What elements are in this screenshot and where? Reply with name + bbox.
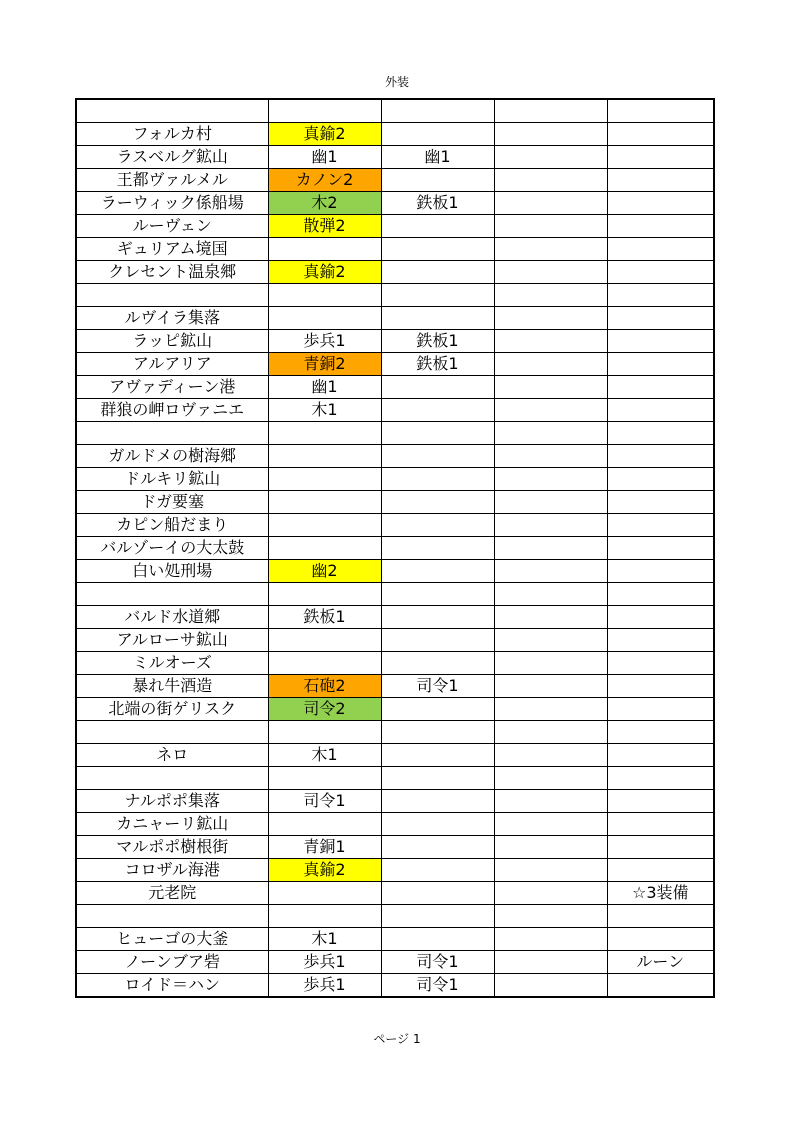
table-row (76, 146, 714, 169)
location-cell[interactable]: カニャーリ鉱山 (76, 813, 268, 836)
table-row (76, 652, 714, 675)
spreadsheet-body (76, 99, 714, 997)
equipment-cell[interactable] (381, 698, 494, 721)
location-cell[interactable] (76, 905, 268, 928)
equipment-cell[interactable] (607, 353, 714, 376)
equipment-cell[interactable] (381, 767, 494, 790)
equipment-cell[interactable] (494, 928, 607, 951)
equipment-cell[interactable] (381, 905, 494, 928)
equipment-cell[interactable] (381, 445, 494, 468)
equipment-cell[interactable] (607, 675, 714, 698)
equipment-cell[interactable]: 司令1 (268, 790, 381, 813)
equipment-cell[interactable] (607, 192, 714, 215)
equipment-cell[interactable] (607, 813, 714, 836)
equipment-cell[interactable] (607, 652, 714, 675)
location-cell[interactable]: ラーウィック係船場 (76, 192, 268, 215)
location-cell[interactable]: 群狼の岬ロヴァニエ (76, 399, 268, 422)
equipment-cell[interactable] (494, 491, 607, 514)
location-cell[interactable]: コロザル海港 (76, 859, 268, 882)
equipment-cell[interactable]: 石砲2 (268, 675, 381, 698)
equipment-cell[interactable] (381, 583, 494, 606)
equipment-cell[interactable] (607, 698, 714, 721)
equipment-cell[interactable] (607, 123, 714, 146)
equipment-cell[interactable] (494, 238, 607, 261)
equipment-cell[interactable] (607, 284, 714, 307)
location-cell[interactable]: 暴れ牛酒造 (76, 675, 268, 698)
equipment-cell[interactable] (607, 445, 714, 468)
equipment-cell[interactable]: 真鍮2 (268, 859, 381, 882)
equipment-cell[interactable] (494, 951, 607, 974)
equipment-cell[interactable] (268, 813, 381, 836)
table-row (76, 514, 714, 537)
equipment-cell[interactable] (607, 169, 714, 192)
equipment-cell[interactable] (268, 767, 381, 790)
location-cell[interactable]: ネロ (76, 744, 268, 767)
equipment-cell[interactable] (494, 606, 607, 629)
location-cell[interactable] (76, 284, 268, 307)
equipment-cell[interactable] (268, 99, 381, 123)
equipment-cell[interactable]: 木1 (268, 928, 381, 951)
table-row (76, 376, 714, 399)
table-row (76, 330, 714, 353)
equipment-cell[interactable]: 青銅1 (268, 836, 381, 859)
location-cell[interactable]: クレセント温泉郷 (76, 261, 268, 284)
equipment-cell[interactable] (494, 146, 607, 169)
equipment-cell[interactable] (607, 721, 714, 744)
location-cell[interactable]: ナルポポ集落 (76, 790, 268, 813)
equipment-cell[interactable] (607, 629, 714, 652)
equipment-cell[interactable] (494, 882, 607, 905)
table-row (76, 468, 714, 491)
equipment-cell[interactable] (381, 99, 494, 123)
location-cell[interactable] (76, 767, 268, 790)
equipment-cell[interactable] (607, 330, 714, 353)
equipment-cell[interactable] (607, 238, 714, 261)
equipment-cell[interactable] (607, 537, 714, 560)
equipment-cell[interactable]: 鉄板1 (381, 192, 494, 215)
equipment-cell[interactable] (268, 445, 381, 468)
table-row (76, 974, 714, 998)
equipment-cell[interactable] (494, 445, 607, 468)
equipment-cell[interactable] (494, 514, 607, 537)
location-cell[interactable]: ドガ要塞 (76, 491, 268, 514)
equipment-cell[interactable] (494, 905, 607, 928)
equipment-cell[interactable] (381, 721, 494, 744)
table-row (76, 790, 714, 813)
location-cell[interactable]: フォルカ村 (76, 123, 268, 146)
equipment-cell[interactable]: 司令2 (268, 698, 381, 721)
equipment-cell[interactable] (268, 629, 381, 652)
equipment-cell[interactable] (494, 652, 607, 675)
equipment-cell[interactable]: 司令1 (381, 974, 494, 998)
location-cell[interactable]: アルローサ鉱山 (76, 629, 268, 652)
table-row (76, 123, 714, 146)
equipment-cell[interactable] (381, 744, 494, 767)
table-row (76, 307, 714, 330)
equipment-cell[interactable] (607, 790, 714, 813)
equipment-cell[interactable] (607, 146, 714, 169)
table-row (76, 99, 714, 123)
location-cell[interactable]: ガルドメの樹海郷 (76, 445, 268, 468)
equipment-cell[interactable] (494, 353, 607, 376)
equipment-cell[interactable] (494, 836, 607, 859)
equipment-cell[interactable] (607, 606, 714, 629)
equipment-cell[interactable] (381, 169, 494, 192)
equipment-cell[interactable] (607, 376, 714, 399)
location-cell[interactable]: マルポポ樹根街 (76, 836, 268, 859)
equipment-cell[interactable]: 歩兵1 (268, 974, 381, 998)
equipment-cell[interactable] (494, 169, 607, 192)
table-row (76, 675, 714, 698)
equipment-cell[interactable] (607, 859, 714, 882)
table-row (76, 721, 714, 744)
equipment-cell[interactable] (381, 859, 494, 882)
location-cell[interactable]: ノーンブア砦 (76, 951, 268, 974)
equipment-cell[interactable] (268, 307, 381, 330)
equipment-cell[interactable]: 歩兵1 (268, 330, 381, 353)
location-cell[interactable]: ヒューゴの大釜 (76, 928, 268, 951)
equipment-cell[interactable]: ルーン (607, 951, 714, 974)
location-cell[interactable]: 北端の街ゲリスク (76, 698, 268, 721)
location-cell[interactable]: 王都ヴァルメル (76, 169, 268, 192)
equipment-cell[interactable]: 木1 (268, 744, 381, 767)
equipment-cell[interactable]: 青銅2 (268, 353, 381, 376)
equipment-cell[interactable] (494, 261, 607, 284)
page-footer: ページ 1 (373, 1032, 421, 1046)
equipment-cell[interactable] (494, 399, 607, 422)
location-cell[interactable] (76, 99, 268, 123)
table-row (76, 192, 714, 215)
table-row (76, 882, 714, 905)
location-cell[interactable]: ミルオーズ (76, 652, 268, 675)
equipment-cell[interactable]: 幽1 (268, 146, 381, 169)
equipment-cell[interactable]: 木1 (268, 399, 381, 422)
equipment-cell[interactable] (268, 284, 381, 307)
table-row (76, 629, 714, 652)
equipment-cell[interactable]: 木2 (268, 192, 381, 215)
equipment-cell[interactable] (494, 537, 607, 560)
equipment-cell[interactable] (607, 99, 714, 123)
equipment-cell[interactable] (607, 491, 714, 514)
equipment-cell[interactable] (381, 836, 494, 859)
equipment-cell[interactable]: 歩兵1 (268, 951, 381, 974)
equipment-cell[interactable] (607, 560, 714, 583)
equipment-cell[interactable] (381, 376, 494, 399)
equipment-cell[interactable] (381, 491, 494, 514)
page-header: 外装 (384, 75, 409, 89)
equipment-cell[interactable] (607, 744, 714, 767)
equipment-cell[interactable]: 散弾2 (268, 215, 381, 238)
equipment-cell[interactable] (494, 629, 607, 652)
equipment-cell[interactable]: 司令1 (381, 675, 494, 698)
equipment-cell[interactable] (607, 422, 714, 445)
equipment-cell[interactable]: 真鍮2 (268, 261, 381, 284)
equipment-cell[interactable] (381, 284, 494, 307)
equipment-cell[interactable] (381, 215, 494, 238)
equipment-cell[interactable] (494, 330, 607, 353)
equipment-cell[interactable] (494, 767, 607, 790)
table-row (76, 951, 714, 974)
location-cell[interactable] (76, 422, 268, 445)
equipment-cell[interactable] (268, 422, 381, 445)
equipment-cell[interactable] (268, 882, 381, 905)
table-row (76, 606, 714, 629)
table-row (76, 583, 714, 606)
equipment-cell[interactable] (381, 468, 494, 491)
table-row (76, 399, 714, 422)
location-cell[interactable]: バルゾーイの大太鼓 (76, 537, 268, 560)
equipment-cell[interactable] (268, 905, 381, 928)
location-cell[interactable]: ギュリアム境国 (76, 238, 268, 261)
equipment-cell[interactable] (494, 284, 607, 307)
equipment-cell[interactable] (607, 215, 714, 238)
equipment-cell[interactable] (381, 652, 494, 675)
equipment-cell[interactable] (381, 790, 494, 813)
equipment-cell[interactable]: 真鍮2 (268, 123, 381, 146)
equipment-cell[interactable] (494, 376, 607, 399)
equipment-cell[interactable]: 鉄板1 (268, 606, 381, 629)
equipment-cell[interactable] (268, 583, 381, 606)
equipment-cell[interactable] (607, 767, 714, 790)
equipment-cell[interactable] (381, 882, 494, 905)
location-cell[interactable]: ロイド＝ハン (76, 974, 268, 998)
table-row (76, 560, 714, 583)
equipment-cell[interactable] (494, 721, 607, 744)
equipment-cell[interactable] (494, 560, 607, 583)
table-row (76, 698, 714, 721)
equipment-cell[interactable] (268, 238, 381, 261)
equipment-cell[interactable] (494, 307, 607, 330)
equipment-cell[interactable] (494, 790, 607, 813)
location-cell[interactable]: ドルキリ鉱山 (76, 468, 268, 491)
table-row (76, 537, 714, 560)
location-cell[interactable]: 白い処刑場 (76, 560, 268, 583)
equipment-cell[interactable] (494, 744, 607, 767)
equipment-cell[interactable] (381, 261, 494, 284)
equipment-cell[interactable] (494, 123, 607, 146)
location-cell[interactable]: ルヴイラ集落 (76, 307, 268, 330)
equipment-cell[interactable] (494, 468, 607, 491)
table-row (76, 169, 714, 192)
equipment-cell[interactable] (381, 123, 494, 146)
equipment-cell[interactable] (381, 928, 494, 951)
equipment-cell[interactable] (494, 99, 607, 123)
table-row (76, 261, 714, 284)
table-row (76, 813, 714, 836)
equipment-cell[interactable] (268, 514, 381, 537)
table-row (76, 767, 714, 790)
equipment-cell[interactable] (494, 974, 607, 998)
spreadsheet-table (75, 98, 715, 998)
equipment-cell[interactable] (381, 537, 494, 560)
equipment-cell[interactable] (381, 560, 494, 583)
equipment-cell[interactable] (268, 721, 381, 744)
equipment-cell[interactable] (381, 629, 494, 652)
equipment-cell[interactable]: 鉄板1 (381, 353, 494, 376)
equipment-cell[interactable] (607, 905, 714, 928)
equipment-cell[interactable] (607, 583, 714, 606)
location-cell[interactable]: ラスベルグ鉱山 (76, 146, 268, 169)
equipment-cell[interactable] (494, 192, 607, 215)
table-row (76, 284, 714, 307)
table-row (76, 928, 714, 951)
table-row (76, 445, 714, 468)
location-cell[interactable]: バルド水道郷 (76, 606, 268, 629)
equipment-cell[interactable]: 幽2 (268, 560, 381, 583)
location-cell[interactable]: アルアリア (76, 353, 268, 376)
table-row (76, 215, 714, 238)
equipment-cell[interactable] (607, 261, 714, 284)
equipment-cell[interactable] (607, 836, 714, 859)
equipment-cell[interactable] (268, 537, 381, 560)
location-cell[interactable]: カピン船だまり (76, 514, 268, 537)
equipment-cell[interactable] (494, 215, 607, 238)
equipment-cell[interactable] (607, 928, 714, 951)
equipment-cell[interactable] (381, 422, 494, 445)
equipment-cell[interactable] (607, 307, 714, 330)
equipment-cell[interactable] (494, 583, 607, 606)
equipment-cell[interactable]: 幽1 (381, 146, 494, 169)
equipment-cell[interactable] (494, 813, 607, 836)
location-cell[interactable]: ルーヴェン (76, 215, 268, 238)
table-row (76, 905, 714, 928)
table-row (76, 238, 714, 261)
location-cell[interactable] (76, 721, 268, 744)
equipment-cell[interactable] (381, 813, 494, 836)
equipment-cell[interactable] (381, 307, 494, 330)
equipment-cell[interactable] (381, 606, 494, 629)
equipment-cell[interactable] (268, 468, 381, 491)
table-row (76, 353, 714, 376)
table-row (76, 491, 714, 514)
location-cell[interactable]: ラッピ鉱山 (76, 330, 268, 353)
equipment-cell[interactable] (607, 399, 714, 422)
equipment-cell[interactable] (607, 974, 714, 998)
equipment-cell[interactable]: カノン2 (268, 169, 381, 192)
equipment-cell[interactable] (268, 491, 381, 514)
equipment-cell[interactable] (494, 422, 607, 445)
table-row (76, 422, 714, 445)
equipment-cell[interactable] (494, 698, 607, 721)
equipment-cell[interactable] (381, 238, 494, 261)
equipment-cell[interactable]: 司令1 (381, 951, 494, 974)
table-row (76, 836, 714, 859)
equipment-cell[interactable] (494, 859, 607, 882)
table-row (76, 859, 714, 882)
equipment-cell[interactable]: ☆3装備 (607, 882, 714, 905)
equipment-cell[interactable] (607, 468, 714, 491)
equipment-cell[interactable] (494, 675, 607, 698)
table-row (76, 744, 714, 767)
equipment-cell[interactable]: 鉄板1 (381, 330, 494, 353)
equipment-cell[interactable] (268, 652, 381, 675)
equipment-cell[interactable] (381, 514, 494, 537)
location-cell[interactable]: 元老院 (76, 882, 268, 905)
location-cell[interactable]: アヴァディーン港 (76, 376, 268, 399)
equipment-cell[interactable]: 幽1 (268, 376, 381, 399)
location-cell[interactable] (76, 583, 268, 606)
equipment-cell[interactable] (381, 399, 494, 422)
equipment-cell[interactable] (607, 514, 714, 537)
